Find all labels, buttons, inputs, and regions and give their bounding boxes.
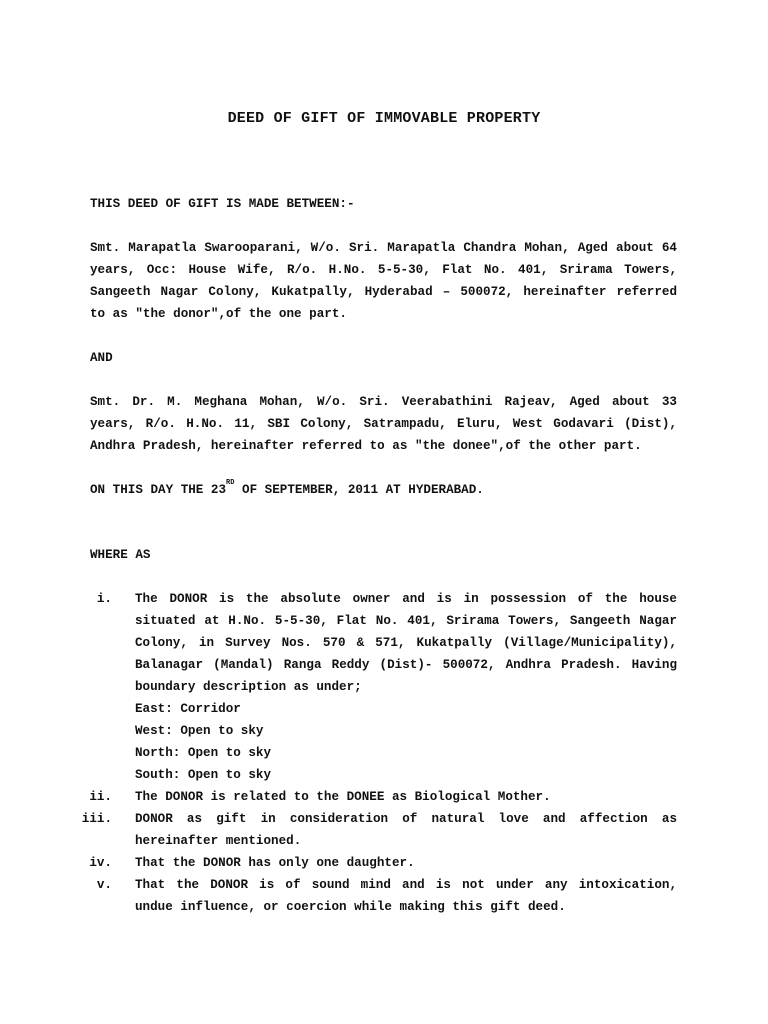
list-item xyxy=(81,808,677,852)
boundary-east: East: Corridor xyxy=(135,702,241,716)
intro-line: THIS DEED OF GIFT IS MADE BETWEEN:- xyxy=(90,197,355,211)
donee-paragraph: Smt. Dr. M. Meghana Mohan, W/o. Sri. Veerabathini Rajeav, Aged about 33 years, R/o. H.No. 11, SBI Colony, Satrampadu, Eluru, West Godavari (Dist), Andhra Pradesh, hereinafter referred to as "the donee",of the other part. xyxy=(90,395,677,453)
list-item-text: The DONOR is related to the DONEE as Biological Mother. xyxy=(135,790,551,804)
list-item xyxy=(90,852,677,874)
and-label: AND xyxy=(90,351,113,365)
whereas-list xyxy=(81,588,677,918)
list-item-number: v. xyxy=(96,878,112,892)
list-item-number: iv. xyxy=(89,856,112,870)
boundary-west: West: Open to sky xyxy=(135,724,264,738)
list-item-number: ii. xyxy=(89,790,112,804)
date-line-after: OF SEPTEMBER, 2011 AT HYDERABAD. xyxy=(234,483,484,497)
list-item xyxy=(90,786,677,808)
list-item xyxy=(90,874,677,918)
document-body xyxy=(81,193,677,918)
donor-paragraph: Smt. Marapatla Swarooparani, W/o. Sri. Marapatla Chandra Mohan, Aged about 64 years, Occ: House Wife, R/o. H.No. 5-5-30, Flat No. 401, Srirama Towers, Sangeeth Nagar Colony, Kukatpally, Hyderabad – 500072, hereinafter referred to as "the donor",of the one part. xyxy=(90,241,677,321)
list-item-text: DONOR as gift in consideration of natural love and affection as hereinafter mentioned. xyxy=(135,812,677,848)
spacer xyxy=(90,523,677,544)
boundary-north: North: Open to sky xyxy=(135,746,272,760)
date-superscript: RD xyxy=(226,479,235,487)
list-item-text: That the DONOR has only one daughter. xyxy=(135,856,415,870)
date-line-before: ON THIS DAY THE 23 xyxy=(90,483,227,497)
list-item-text: That the DONOR is of sound mind and is not under any intoxication, undue influence, or coercion while making this gift deed. xyxy=(135,878,677,914)
list-item xyxy=(90,588,677,786)
list-item-number: i. xyxy=(96,592,112,606)
document-title: DEED OF GIFT OF IMMOVABLE PROPERTY xyxy=(227,110,541,127)
list-item-number: iii. xyxy=(81,812,112,826)
whereas-label: WHERE AS xyxy=(90,548,151,562)
list-item-text: The DONOR is the absolute owner and is in possession of the house situated at H.No. 5-5-30, Flat No. 401, Srirama Towers, Sangeeth Nagar Colony, in Survey Nos. 570 & 571, Kukatpally (Village/Municipality), Balanagar (Mandal) Ranga Reddy (Dist)- 500072, Andhra Pradesh. Having boundary description as under; xyxy=(135,592,677,694)
date-line xyxy=(90,479,677,501)
boundary-south: South: Open to sky xyxy=(135,768,272,782)
